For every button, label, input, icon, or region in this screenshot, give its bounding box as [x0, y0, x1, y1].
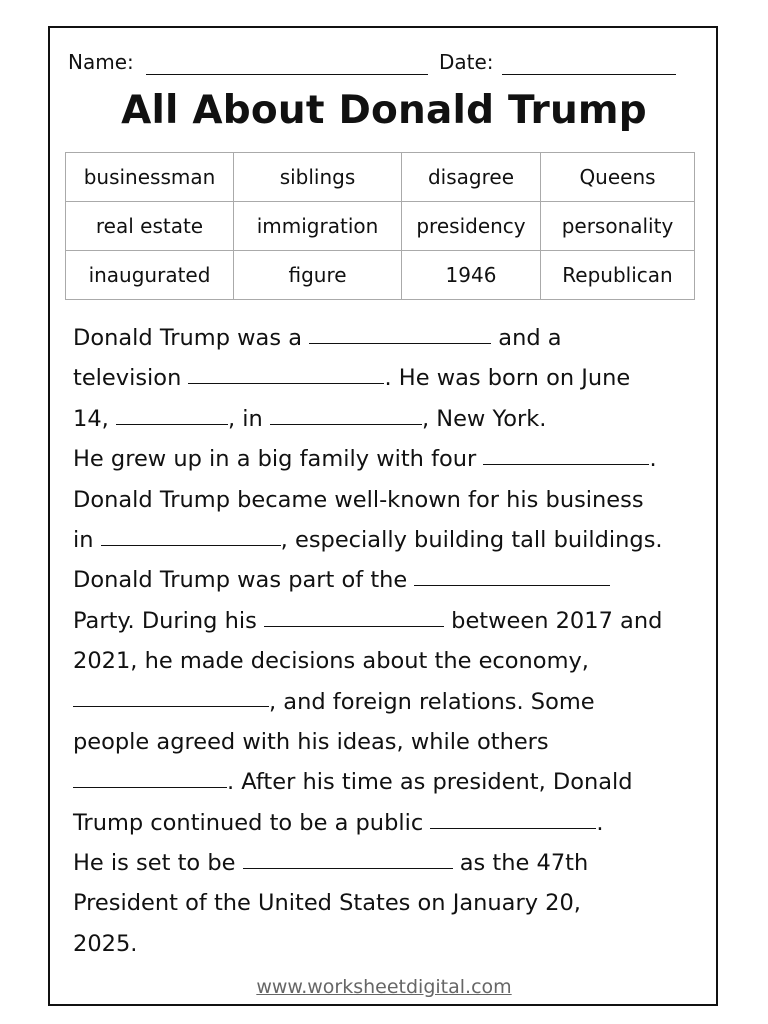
passage-text: . [649, 446, 657, 473]
word-bank-table [65, 152, 695, 300]
passage-text: . [596, 809, 604, 836]
passage-line [73, 762, 703, 802]
word-bank-cell: real estate [66, 202, 234, 251]
passage-text: He grew up in a big family with four [73, 446, 477, 473]
passage-text: between 2017 and [451, 607, 663, 634]
passage-text: and a [498, 325, 562, 351]
word-bank-cell: immigration [234, 202, 402, 251]
date-label: Date: [439, 50, 494, 74]
passage-text: Donald Trump was a [73, 325, 302, 351]
answer-blank[interactable] [414, 584, 610, 586]
passage-line [73, 883, 703, 923]
passage-text: as the 47th [459, 850, 589, 877]
answer-blank[interactable] [73, 705, 269, 707]
name-field[interactable] [146, 74, 428, 75]
passage-text: , in [227, 405, 263, 432]
passage-text: President of the United States on January 20, [73, 890, 581, 917]
answer-blank[interactable] [243, 867, 453, 869]
passage-text: 14, [73, 405, 109, 432]
passage-text: , New York. [421, 405, 547, 432]
passage-text: . He was born on June [384, 365, 631, 392]
answer-blank[interactable] [188, 382, 384, 384]
answer-blank[interactable] [430, 827, 596, 829]
answer-blank[interactable] [73, 786, 227, 788]
passage-text: television [73, 365, 182, 392]
passage-line [73, 520, 703, 560]
passage-text: , especially building tall buildings. [280, 526, 663, 553]
passage-text: , and foreign relations. Some [269, 688, 595, 715]
passage-text: Party. During his [73, 607, 257, 634]
word-bank-cell: inaugurated [66, 251, 234, 300]
answer-blank[interactable] [483, 463, 649, 465]
answer-blank[interactable] [101, 544, 281, 546]
passage-line [73, 722, 703, 762]
passage-text: He is set to be [73, 850, 236, 877]
answer-blank[interactable] [270, 423, 422, 425]
passage-line [73, 560, 703, 600]
passage-text: 2025. [73, 930, 138, 957]
word-bank-cell: presidency [402, 202, 541, 251]
word-bank-row [66, 202, 695, 251]
passage-text: . After his time as president, Donald [227, 769, 633, 796]
date-field[interactable] [502, 74, 676, 75]
word-bank-cell: Queens [541, 153, 695, 202]
passage-line [73, 803, 703, 843]
word-bank-cell: businessman [66, 153, 234, 202]
passage-text: Donald Trump became well-known for his business [73, 486, 644, 513]
passage-line [73, 682, 703, 722]
word-bank-row [66, 153, 695, 202]
word-bank-cell: personality [541, 202, 695, 251]
passage-line [73, 480, 703, 520]
passage-text: Trump continued to be a public [73, 809, 424, 836]
passage-text: in [73, 526, 94, 553]
word-bank-cell: siblings [234, 153, 402, 202]
answer-blank[interactable] [116, 423, 228, 425]
word-bank-cell: 1946 [402, 251, 541, 300]
passage-line [73, 318, 703, 358]
word-bank-cell: Republican [541, 251, 695, 300]
answer-blank[interactable] [309, 342, 491, 344]
word-bank-row [66, 251, 695, 300]
passage-line [73, 641, 703, 681]
passage-line [73, 924, 703, 964]
word-bank-cell: figure [234, 251, 402, 300]
cloze-passage [73, 318, 703, 964]
passage-line [73, 439, 703, 479]
passage-text: people agreed with his ideas, while others [73, 728, 549, 755]
name-label: Name: [68, 50, 134, 74]
passage-line [73, 399, 703, 439]
passage-text: Donald Trump was part of the [73, 567, 408, 594]
passage-line [73, 843, 703, 883]
worksheet-title: All About Donald Trump [121, 88, 647, 133]
passage-line [73, 358, 703, 398]
answer-blank[interactable] [264, 625, 444, 627]
passage-line [73, 601, 703, 641]
footer-link[interactable]: www.worksheetdigital.com [256, 976, 512, 998]
word-bank-cell: disagree [402, 153, 541, 202]
student-info-row [68, 50, 678, 78]
passage-text: 2021, he made decisions about the economy, [73, 648, 589, 675]
